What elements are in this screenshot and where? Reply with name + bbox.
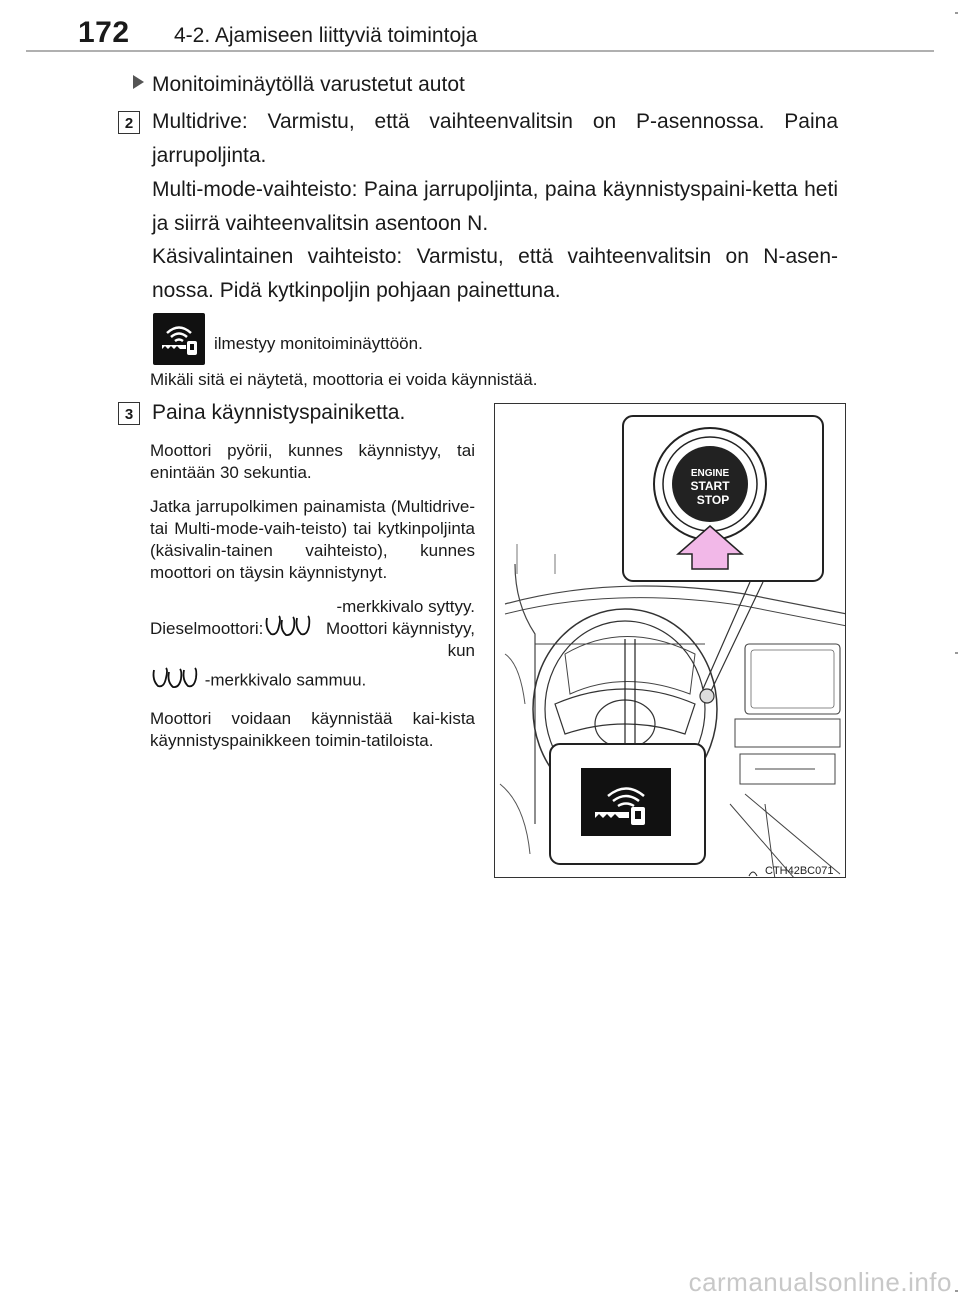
icon-caption: ilmestyy monitoiminäyttöön. [214, 334, 423, 353]
diesel-text-a: -merkkivalo syttyy. Moottori käynnistyy, kun [326, 597, 475, 660]
step2-para-multidrive: Multidrive: Varmistu, että vaihteenvalitsin on P-asennossa. Paina jarrupoljinta. [152, 110, 838, 167]
step3-para-any-mode: Moottori voidaan käynnistää kai-kista käynnistyspainikkeen toimin-tatiloista. [150, 709, 475, 750]
cockpit-illustration [495, 404, 846, 878]
edge-tick [955, 652, 958, 654]
diesel-text-c-row [150, 666, 366, 696]
step3-para-diesel [150, 597, 475, 660]
header-rule [26, 50, 934, 52]
diesel-text-c: -merkkivalo sammuu. [204, 670, 367, 690]
button-label-start: START [690, 479, 730, 493]
step-number-3: 3 [118, 402, 140, 425]
page-number: 172 [78, 16, 130, 49]
step2-para-manual: Käsivalintainen vaihteisto: Varmistu, että vaihteenvalitsin on N-asen-nossa. Pidä kytkinpoljin pohjaan painettuna. [152, 245, 838, 302]
glow-plug-icon [263, 614, 313, 644]
step3-title: Paina käynnistyspainiketta. [152, 401, 406, 424]
button-label-engine: ENGINE [690, 468, 730, 479]
key-indicator-icon [153, 313, 205, 365]
step3-para-brake: Jatka jarrupolkimen painamista (Multidrive- tai Multi-mode-vaih-teisto) tai kytkinpoljinta (käsivalin-tainen vaihteisto), kunnes moottori on täysin käynnistynyt. [150, 497, 475, 582]
edge-tick [955, 1290, 958, 1292]
step2-note: Mikäli sitä ei näytetä, moottoria ei voida käynnistää. [150, 370, 538, 389]
glow-plug-icon [150, 666, 200, 696]
step3-para-crank-time: Moottori pyörii, kunnes käynnistyy, tai enintään 30 sekuntia. [150, 441, 475, 482]
step2-para-multimode: Multi-mode-vaihteisto: Paina jarrupoljinta, paina käynnistyspaini-ketta heti ja siirrä vaihteenvalitsin asentoon N. [152, 178, 838, 235]
engine-start-figure [494, 403, 846, 878]
subheading: Monitoiminäytöllä varustetut autot [152, 73, 465, 96]
figure-code: CTH42BC071 [765, 865, 834, 877]
section-title: 4-2. Ajamiseen liittyviä toimintoja [174, 24, 478, 47]
triangle-bullet-icon [133, 75, 144, 89]
edge-tick [955, 12, 958, 14]
watermark: carmanualsonline.info [688, 1267, 952, 1297]
button-label-stop: STOP [696, 493, 730, 507]
step-number-2: 2 [118, 111, 140, 134]
diesel-label: Dieselmoottori: [150, 619, 264, 638]
